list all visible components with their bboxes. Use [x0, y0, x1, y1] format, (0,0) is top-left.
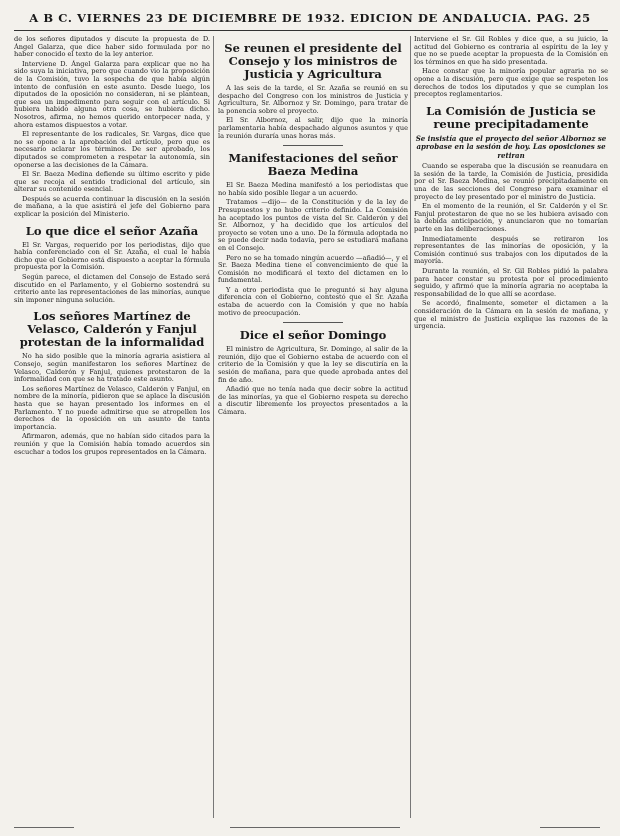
paragraph: Afirmaron, además, que no habían sido citados para la reunión y que la Comisión había tomado acuerdos sin escuchar a todos los grupos representados en la Cámara. — [14, 432, 210, 456]
page-header — [0, 8, 620, 28]
page-footer — [0, 822, 620, 834]
paragraph: El Sr. Albornoz, al salir, dijo que la minoría parlamentaria había despachado algunos asuntos y que la reunión duraría unas horas más. — [218, 116, 408, 140]
column-2 — [218, 36, 408, 818]
paragraph: En el momento de la reunión, el Sr. Calderón y el Sr. Fanjul protestaron de que no se les hubiera avisado con la debida anticipación, y anunciaron que no tomarían parte en las deliberaciones. — [414, 202, 608, 233]
paragraph: Inmediatamente después se retiraron los representantes de las minorías de oposición, y la Comisión continuó sus trabajos con los diputados de la mayoría. — [414, 234, 608, 266]
section-divider — [283, 145, 343, 146]
paragraph: Según parece, el dictamen del Consejo de Estado será discutido en el Parlamento, y el Gobierno sostendrá su criterio ante las representaciones de las minorías, aunque sin imponer ninguna solución. — [14, 273, 210, 304]
paragraph: No ha sido posible que la minoría agraria asistiera al Consejo, según manifestaron los señores Martínez de Velasco, Calderón y Fanjul, quienes protestaron de la informalidad con que se ha tratado este asunto. — [14, 352, 210, 384]
paragraph: Los señores Martínez de Velasco, Calderón y Fanjul, en nombre de la minoría, pidieron que se aplace la discusión hasta que se hayan presentado los informes en el Parlamento. Y no puede admitirse que se atropellen los derechos de la oposición en un asunto de tanta importancia. — [14, 384, 210, 431]
section-title: Los señores Martínez de Velasco, Calderón y Fanjul protestan de la informalidad — [19, 309, 205, 350]
section-title: Dice el señor Domingo — [239, 328, 387, 343]
paragraph: Hace constar que la minoría popular agraria no se opone a la discusión, pero que exige que se respeten los derechos de todos los diputados y que se cumplan los preceptos reglamentarios. — [414, 67, 608, 99]
footer-rule — [230, 827, 400, 828]
column-separator — [213, 36, 214, 818]
paragraph: Tratamos —dijo— de la Constitución y de la ley de Presupuestos y no hubo criterio definido. La Comisión ha aceptado los puntos de vista del Sr. Calderón y del Sr. Albornoz, y ha decidido que los artículos del proyecto se voten uno a uno. De la fórmula adoptada no se puede decir nada todavía, pero se estudiará mañana en el Consejo. — [218, 198, 408, 252]
paragraph: Pero no se ha tomado ningún acuerdo —añadió—, y el Sr. Baeza Medina tiene el convencimiento de que la Comisión no modificará el texto del dictamen en lo fundamental. — [218, 253, 408, 285]
section-divider — [283, 322, 343, 323]
page-header-title: A B C. VIERNES 23 DE DICIEMBRE DE 1932. EDICION DE ANDALUCIA. PAG. 25 — [29, 11, 591, 25]
paragraph: El representante de los radicales, Sr. Vargas, dice que no se opone a la aprobación del artículo, pero que es necesario aclarar los términos. De ser aprobado, los diputados se comprometen a respetar la autonomía, sin oponerse a las decisiones de la Cámara. — [14, 130, 210, 169]
section-title: Lo que dice el señor Azaña — [25, 223, 199, 238]
paragraph: Añadió que no tenía nada que decir sobre la actitud de las minorías, ya que el Gobierno respeta su derecho a discutir libremente los proyectos presentados a la Cámara. — [218, 385, 408, 416]
section-subtitle: Se insistía que el proyecto del señor Albornoz se aprobase en la sesión de hoy. Las oposiciones se retiran — [415, 133, 607, 160]
paragraph: Cuando se esperaba que la discusión se reanudara en la sesión de la tarde, la Comisión de Justicia, presidida por el Sr. Baeza Medina, se reunió precipitadamente en una de las secciones del Congreso para examinar el proyecto de ley presentado por el ministro de Justicia. — [414, 162, 608, 201]
paragraph: Interviene D. Ángel Galarza para explicar que no ha sido suya la iniciativa, pero que cuando vio la proposición de la Comisión, tuvo la sospecha de que había algún intento de confusión en este asunto. Desde luego, los diputados de la oposición no consideran, ni se plantean, que sea un impedimento para seguir con el artículo. Si hubiera habido alguna otra cosa, se hubiera dicho. Nosotros, afirma, no hemos querido entorpecer nada, y ahora estamos dispuestos a votar. — [14, 59, 210, 129]
paragraph: Después se acuerda continuar la discusión en la sesión de mañana, a la que asistirá el jefe del Gobierno para explicar la posición del Ministerio. — [14, 194, 210, 219]
paragraph: Se acordó, finalmente, someter el dictamen a la consideración de la Cámara en la sesión de mañana, y que el ministro de Justicia explique las razones de la urgencia. — [414, 299, 608, 331]
paragraph: El Sr. Baeza Medina manifestó a los periodistas que no había sido posible llegar a un acuerdo. — [218, 181, 408, 197]
footer-rule — [14, 827, 74, 828]
column-3 — [414, 36, 608, 818]
column-separator — [410, 36, 411, 818]
paragraph: Durante la reunión, el Sr. Gil Robles pidió la palabra para hacer constar su protesta por el procedimiento seguido, y afirmó que la minoría agraria no aceptaba la responsabilidad de lo que allí se acordase. — [414, 266, 608, 298]
paragraph: Y a otro periodista que le preguntó si hay alguna diferencia con el Gobierno, contestó que el Sr. Azaña estaba de acuerdo con la Comisión y que no había motivo de preocupación. — [218, 285, 408, 317]
paragraph: A las seis de la tarde, el Sr. Azaña se reunió en su despacho del Congreso con los ministros de Justicia y Agricultura, Sr. Albornoz y Sr. Domingo, para tratar de la ponencia sobre el proyecto. — [218, 84, 408, 115]
paragraph: El Sr. Vargas, requerido por los periodistas, dijo que había conferenciado con el Sr. Azaña, el cual le había dicho que el Gobierno está dispuesto a aceptar la fórmula propuesta por la Comisión. — [14, 240, 210, 272]
paragraph: El Sr. Baeza Medina defiende su último escrito y pide que se recoja el sentido tradicional del artículo, sin alterar su contenido esencial. — [14, 170, 210, 194]
paragraph: Interviene el Sr. Gil Robles y dice que, a su juicio, la actitud del Gobierno es contraria al espíritu de la ley y que no se puede aceptar la propuesta de la Comisión en los términos en que ha sido presentada. — [414, 36, 608, 66]
section-title: Manifestaciones del señor Baeza Medina — [228, 151, 398, 179]
header-rule — [14, 30, 608, 31]
paragraph: El ministro de Agricultura, Sr. Domingo, al salir de la reunión, dijo que el Gobierno estaba de acuerdo con el criterio de la Comisión y que la ley se discutiría en la sesión de mañana, para que quede aprobada antes del fin de año. — [218, 345, 408, 384]
column-1 — [14, 36, 210, 818]
footer-rule — [540, 827, 600, 828]
section-title: Se reunen el presidente del Consejo y los ministros de Justicia y Agricultura — [224, 41, 402, 81]
paragraph: de los señores diputados y discute la propuesta de D. Ángel Galarza, que dice haber sido formulada por no haber conocido el texto de la ley anterior. — [14, 36, 210, 59]
section-title: La Comisión de Justicia se reune precipitadamente — [426, 103, 596, 131]
